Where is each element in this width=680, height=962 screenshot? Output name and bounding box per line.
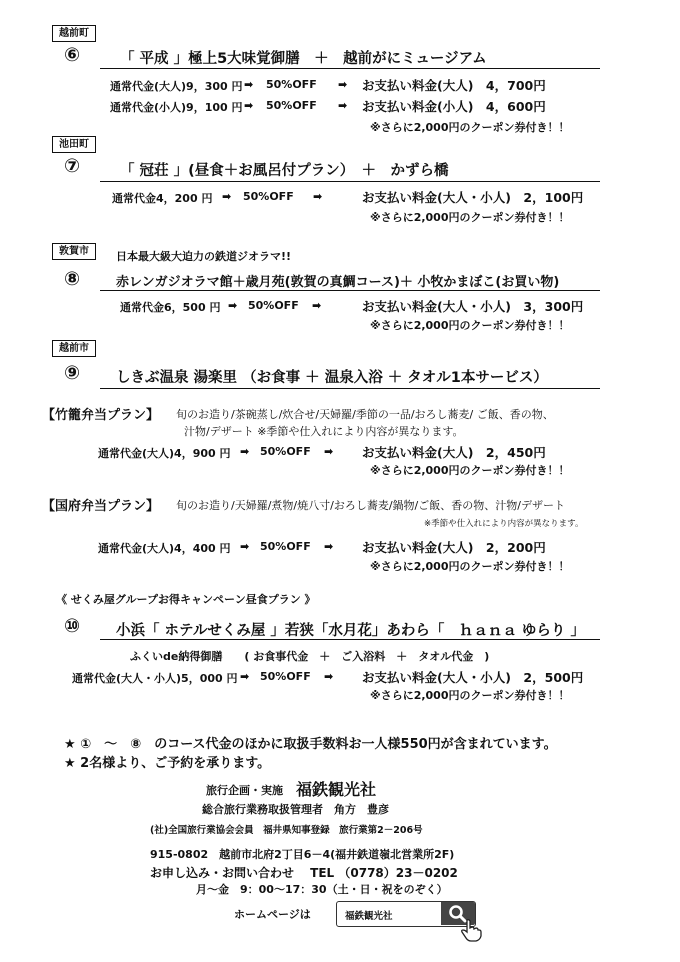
arrow-icon: ➡: [324, 670, 334, 683]
pay-price-kokufu: お支払い料金(大人) 2，200円: [362, 540, 546, 555]
contact-phone: お申し込み・お問い合わせ TEL （0778）23－0202: [150, 866, 458, 880]
travel-manager: 総合旅行業務取扱管理者 角方 豊彦: [202, 803, 389, 816]
arrow-icon: ➡: [244, 99, 254, 112]
course-number-6: ⑥: [64, 44, 81, 66]
regular-price-kokufu: 通常代金(大人)4，400 円: [98, 542, 231, 555]
course-title-7: 「 冠荘 」(昼食＋お風呂付プラン） ＋ かずら橋: [120, 163, 449, 179]
notice-min-people: ★ 2名様より、ご予約を承ります。: [64, 756, 271, 771]
course-number-7: ⑦: [64, 155, 81, 177]
course-title-10: 小浜「 ホテルせくみ屋 」若狭「水月花」あわら「 ｈａｎａ ゆらり 」: [116, 623, 585, 639]
divider-10: [100, 639, 600, 640]
course-number-10: ⑩: [64, 615, 81, 637]
arrow-icon: ➡: [313, 190, 323, 203]
discount-label: 50%OFF: [248, 299, 299, 312]
divider-8: [100, 290, 600, 291]
hand-cursor-icon: [460, 918, 482, 942]
arrow-icon: ➡: [244, 78, 254, 91]
arrow-icon: ➡: [240, 445, 250, 458]
discount-label: 50%OFF: [243, 190, 294, 203]
regular-price-adult-6: 通常代金(大人)9，300 円: [110, 80, 243, 93]
search-query-text: 福鉄観光社: [345, 911, 393, 922]
arrow-icon: ➡: [338, 99, 348, 112]
arrow-icon: ➡: [338, 78, 348, 91]
regular-price-chikukago: 通常代金(大人)4，900 円: [98, 447, 231, 460]
tagline-8: 日本最大級大迫力の鉄道ジオラマ!!: [116, 250, 292, 263]
company-name: 福鉄観光社: [296, 780, 377, 799]
course-subtitle-10: ふくいde納得御膳 ( お食事代金 ＋ ご入浴料 ＋ タオル代金 ): [130, 650, 490, 663]
plan-title-chikukago: 【竹籠弁当プラン】: [42, 408, 160, 423]
regular-price-7: 通常代金4，200 円: [112, 192, 213, 205]
arrow-icon: ➡: [222, 190, 232, 203]
course-title-6: 「 平成 」極上5大味覚御膳 ＋ 越前がにミュージアム: [120, 51, 487, 67]
business-hours: 月～金 9：00～17：30（土・日・祝をのぞく）: [196, 883, 448, 896]
pay-price-8: お支払い料金(大人・小人) 3，300円: [362, 299, 584, 314]
license-info: (社)全国旅行業協会会員 福井県知事登録 旅行業第2－206号: [150, 825, 423, 836]
pay-price-adult-6: お支払い料金(大人) 4，700円: [362, 78, 546, 93]
pay-price-10: お支払い料金(大人・小人) 2，500円: [362, 670, 584, 685]
divider-6: [100, 68, 600, 69]
area-tag-echizen-shi: 越前市: [52, 340, 96, 357]
divider-9: [100, 388, 600, 389]
coupon-note-chikukago: ※さらに2,000円のクーポン券付き！！: [370, 464, 570, 477]
plan-menu-chikukago-line1: 旬のお造り/茶碗蒸し/炊合せ/天婦羅/季節の一品/おろし蕎麦/ ご飯、香の物、: [176, 408, 554, 421]
arrow-icon: ➡: [324, 540, 334, 553]
area-tag-ikeda-cho: 池田町: [52, 136, 96, 153]
homepage-label: ホームページは: [234, 908, 311, 921]
area-tag-echizen-cho: 越前町: [52, 25, 96, 42]
address: 915-0802 越前市北府2丁目6－4(福井鉄道嶺北営業所2F): [150, 848, 455, 861]
course-number-9: ⑨: [64, 362, 81, 384]
arrow-icon: ➡: [240, 670, 250, 683]
pay-price-child-6: お支払い料金(小人) 4，600円: [362, 99, 546, 114]
discount-label: 50%OFF: [266, 78, 317, 91]
coupon-note-kokufu: ※さらに2,000円のクーポン券付き！！: [370, 560, 570, 573]
discount-label: 50%OFF: [260, 445, 311, 458]
plan-title-kokufu: 【国府弁当プラン】: [42, 499, 160, 514]
coupon-note-6: ※さらに2,000円のクーポン券付き！！: [370, 121, 570, 134]
course-number-8: ⑧: [64, 268, 81, 290]
discount-label: 50%OFF: [260, 540, 311, 553]
discount-label: 50%OFF: [266, 99, 317, 112]
plan-note-kokufu: ※季節や仕入れにより内容が異なります。: [424, 519, 584, 529]
planner-label: 旅行企画・実施: [206, 784, 283, 797]
coupon-note-8: ※さらに2,000円のクーポン券付き！！: [370, 319, 570, 332]
arrow-icon: ➡: [228, 299, 238, 312]
coupon-note-7: ※さらに2,000円のクーポン券付き！！: [370, 211, 570, 224]
course-title-9: しきぶ温泉 湯楽里 （お食事 ＋ 温泉入浴 ＋ タオル1本サービス）: [116, 370, 548, 386]
homepage-search-box[interactable]: [336, 901, 476, 927]
plan-menu-kokufu: 旬のお造り/天婦羅/煮物/焼八寸/おろし蕎麦/鍋物/ご飯、香の物、汁物/デザート: [176, 499, 565, 512]
area-tag-tsuruga-shi: 敦賀市: [52, 243, 96, 260]
divider-7: [100, 181, 600, 182]
group-campaign-caption: 《 せくみ屋グループお得キャンペーン昼食プラン 》: [56, 593, 316, 606]
notice-handling-fee: ★ ① ～ ⑧ のコース代金のほかに取扱手数料お一人様550円が含まれています。: [64, 737, 557, 752]
plan-menu-chikukago-line2: 汁物/デザート ※季節や仕入れにより内容が異なります。: [184, 425, 464, 438]
regular-price-10: 通常代金(大人・小人)5，000 円: [72, 672, 238, 685]
discount-label: 50%OFF: [260, 670, 311, 683]
pay-price-chikukago: お支払い料金(大人) 2，450円: [362, 445, 546, 460]
arrow-icon: ➡: [240, 540, 250, 553]
regular-price-child-6: 通常代金(小人)9，100 円: [110, 101, 243, 114]
coupon-note-10: ※さらに2,000円のクーポン券付き！！: [370, 689, 570, 702]
arrow-icon: ➡: [312, 299, 322, 312]
regular-price-8: 通常代金6，500 円: [120, 301, 221, 314]
arrow-icon: ➡: [324, 445, 334, 458]
pay-price-7: お支払い料金(大人・小人) 2，100円: [362, 190, 584, 205]
course-title-8: 赤レンガジオラマ館＋歳月苑(敦賀の真鯛コース)＋ 小牧かまぼこ(お買い物): [116, 275, 560, 290]
